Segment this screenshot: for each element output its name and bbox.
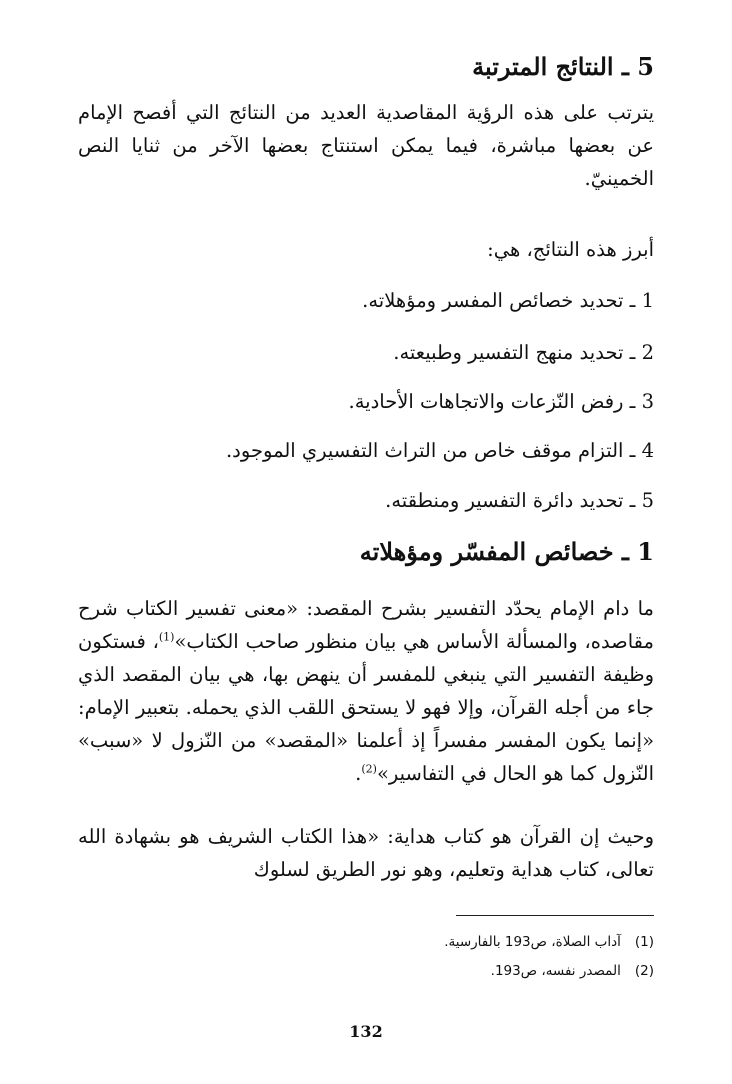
footnote-ref: (2) [361, 762, 377, 776]
subheading: 1 ـ خصائص المفسّر ومؤهلاته [359, 537, 654, 566]
footnote-divider [456, 915, 654, 916]
footnote [78, 931, 654, 953]
body-paragraph: وحيث إن القرآن هو كتاب هداية: «هذا الكتاب الشريف هو بشهادة الله تعالى، كتاب هداية وتعليم، وهو نور الطريق لسلوك [78, 825, 654, 881]
footnote-number: (1) [634, 934, 654, 950]
intro-paragraph: يترتب على هذه الرؤية المقاصدية العديد من النتائج التي أفصح الإمام عن بعضها مباشرة، فيما يمكن استنتاج بعضها الآخر من ثنايا النص الخمينيّ. [78, 101, 654, 190]
body-paragraph [78, 592, 654, 790]
paragraph-text: ما دام الإمام يحدّد التفسير بشرح المقصد: «معنى تفسير الكتاب شرح مقاصده، والمسألة الأساس هي بيان منظور صاحب الكتاب» [78, 597, 654, 653]
page-number: 132 [349, 1022, 383, 1041]
list-item: 1 ـ تحديد خصائص المفسر ومؤهلاته. [362, 289, 654, 312]
footnote-text: المصدر نفسه، ص193. [490, 963, 621, 979]
list-item: 2 ـ تحديد منهج التفسير وطبيعته. [393, 341, 654, 364]
list-intro: أبرز هذه النتائج، هي: [487, 238, 654, 261]
footnote-text: آداب الصلاة، ص193 بالفارسية. [444, 934, 621, 950]
list-item: 5 ـ تحديد دائرة التفسير ومنطقته. [385, 489, 654, 512]
footnote-number: (2) [634, 963, 654, 979]
paragraph-text: ، فستكون وظيفة التفسير التي ينبغي للمفسر أن ينهض بها، هي بيان المقصد الذي جاء من أجله القرآن، وإلا فهو لا يستحق اللقب الذي يحمله. بتعبير الإمام: «إنما يكون المفسر مفسراً إذ أعلمنا «المقصد» من النّزول لا «سبب» النّزول كما هو الحال في التفاسير» [78, 630, 654, 785]
section-heading: 5 ـ النتائج المترتبة [472, 52, 654, 81]
paragraph-text: . [355, 762, 362, 785]
footnote-ref: (1) [158, 630, 175, 644]
list-item: 4 ـ التزام موقف خاص من التراث التفسيري الموجود. [225, 439, 654, 462]
footnote [78, 960, 654, 982]
list-item: 3 ـ رفض النّزعات والاتجاهات الأحادية. [348, 390, 654, 413]
